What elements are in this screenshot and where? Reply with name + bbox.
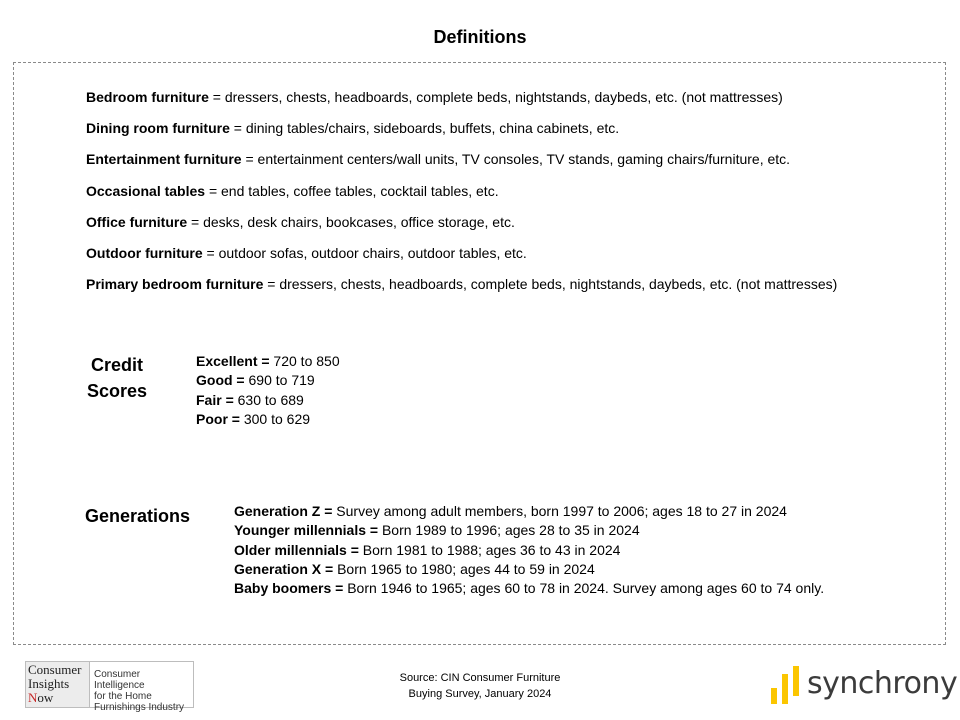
generation-description: Born 1981 to 1988; ages 36 to 43 in 2024 [358, 541, 621, 558]
definition-text: = desks, desk chairs, bookcases, office storage, etc. [187, 213, 515, 230]
generation-description: Born 1989 to 1996; ages 28 to 35 in 2024 [378, 522, 640, 539]
generation-item [234, 560, 824, 579]
credit-score-term: Excellent = [196, 353, 270, 369]
definition-text: = dressers, chests, headboards, complete beds, nightstands, daybeds, etc. (not mattresses) [208, 89, 783, 105]
generation-term: Generation Z = [234, 503, 333, 519]
credit-label-line2: Scores [86, 381, 148, 401]
definition-term: Office furniture [86, 213, 188, 230]
page-title: Definitions [433, 27, 527, 47]
definition-term: Entertainment furniture [86, 151, 242, 168]
source-line-1: Source: CIN Consumer Furniture [399, 672, 561, 684]
definition-term: Occasional tables [86, 182, 206, 199]
definition-term: Primary bedroom furniture [86, 276, 264, 293]
generations-label: Generations [85, 506, 191, 526]
credit-score-item [196, 352, 340, 371]
definitions-list [86, 89, 837, 307]
generations-list [234, 502, 824, 598]
credit-score-range: 720 to 850 [269, 353, 340, 369]
generation-term: Older millennials = [234, 541, 359, 558]
definition-term: Dining room furniture [86, 120, 230, 137]
source-note [330, 670, 630, 702]
credit-scores-label [80, 352, 154, 404]
cin-logo [25, 661, 194, 713]
generation-item [234, 579, 824, 598]
source-line-2: Buying Survey, January 2024 [408, 688, 552, 700]
definition-text: = entertainment centers/wall units, TV consoles, TV stands, gaming chairs/furniture, etc. [241, 151, 791, 168]
definition-text: = end tables, coffee tables, cocktail tables, etc. [205, 182, 499, 199]
definition-item [86, 89, 837, 120]
definition-item [86, 276, 837, 307]
definition-text: = dressers, chests, headboards, complete beds, nightstands, daybeds, etc. (not mattresses) [263, 276, 838, 293]
credit-label-line1: Credit [90, 355, 143, 375]
generation-item [234, 502, 824, 521]
definition-item [86, 151, 837, 182]
credit-score-range: 300 to 629 [239, 410, 311, 427]
generation-description: Born 1946 to 1965; ages 60 to 78 in 2024. Survey among ages 60 to 74 only. [343, 580, 825, 597]
synchrony-logo [770, 664, 958, 706]
definition-item [86, 214, 837, 245]
definition-term: Bedroom furniture [86, 89, 209, 105]
cin-logo-wordmark: Consumer Insights Now [26, 662, 90, 707]
credit-score-item [196, 371, 340, 390]
credit-score-term: Poor = [196, 410, 240, 427]
cin-logo-tagline: Consumer Intelligence for the Home Furnishings Industry [94, 669, 185, 713]
credit-score-item [196, 391, 340, 410]
definition-text: = dining tables/chairs, sideboards, buffets, china cabinets, etc. [229, 120, 620, 137]
credit-score-range: 690 to 719 [244, 372, 315, 389]
credit-score-item [196, 410, 340, 429]
definition-text: = outdoor sofas, outdoor chairs, outdoor tables, etc. [202, 244, 527, 261]
generation-term: Generation X = [234, 560, 334, 577]
generation-item [234, 521, 824, 540]
credit-scores-list [196, 352, 340, 429]
definition-term: Outdoor furniture [86, 244, 203, 261]
credit-score-range: 630 to 689 [233, 391, 304, 408]
generation-term: Younger millennials = [234, 522, 379, 539]
definition-item [86, 183, 837, 214]
generation-description: Survey among adult members, born 1997 to 2006; ages 18 to 27 in 2024 [332, 503, 787, 519]
generation-item [234, 541, 824, 560]
credit-score-term: Fair = [196, 391, 234, 408]
definition-item [86, 120, 837, 151]
generation-description: Born 1965 to 1980; ages 44 to 59 in 2024 [333, 560, 595, 577]
synchrony-wordmark: synchrony [807, 666, 958, 701]
generation-term: Baby boomers = [234, 580, 344, 597]
credit-score-term: Good = [196, 372, 245, 389]
synchrony-bars-icon [770, 666, 802, 704]
definition-item [86, 245, 837, 276]
